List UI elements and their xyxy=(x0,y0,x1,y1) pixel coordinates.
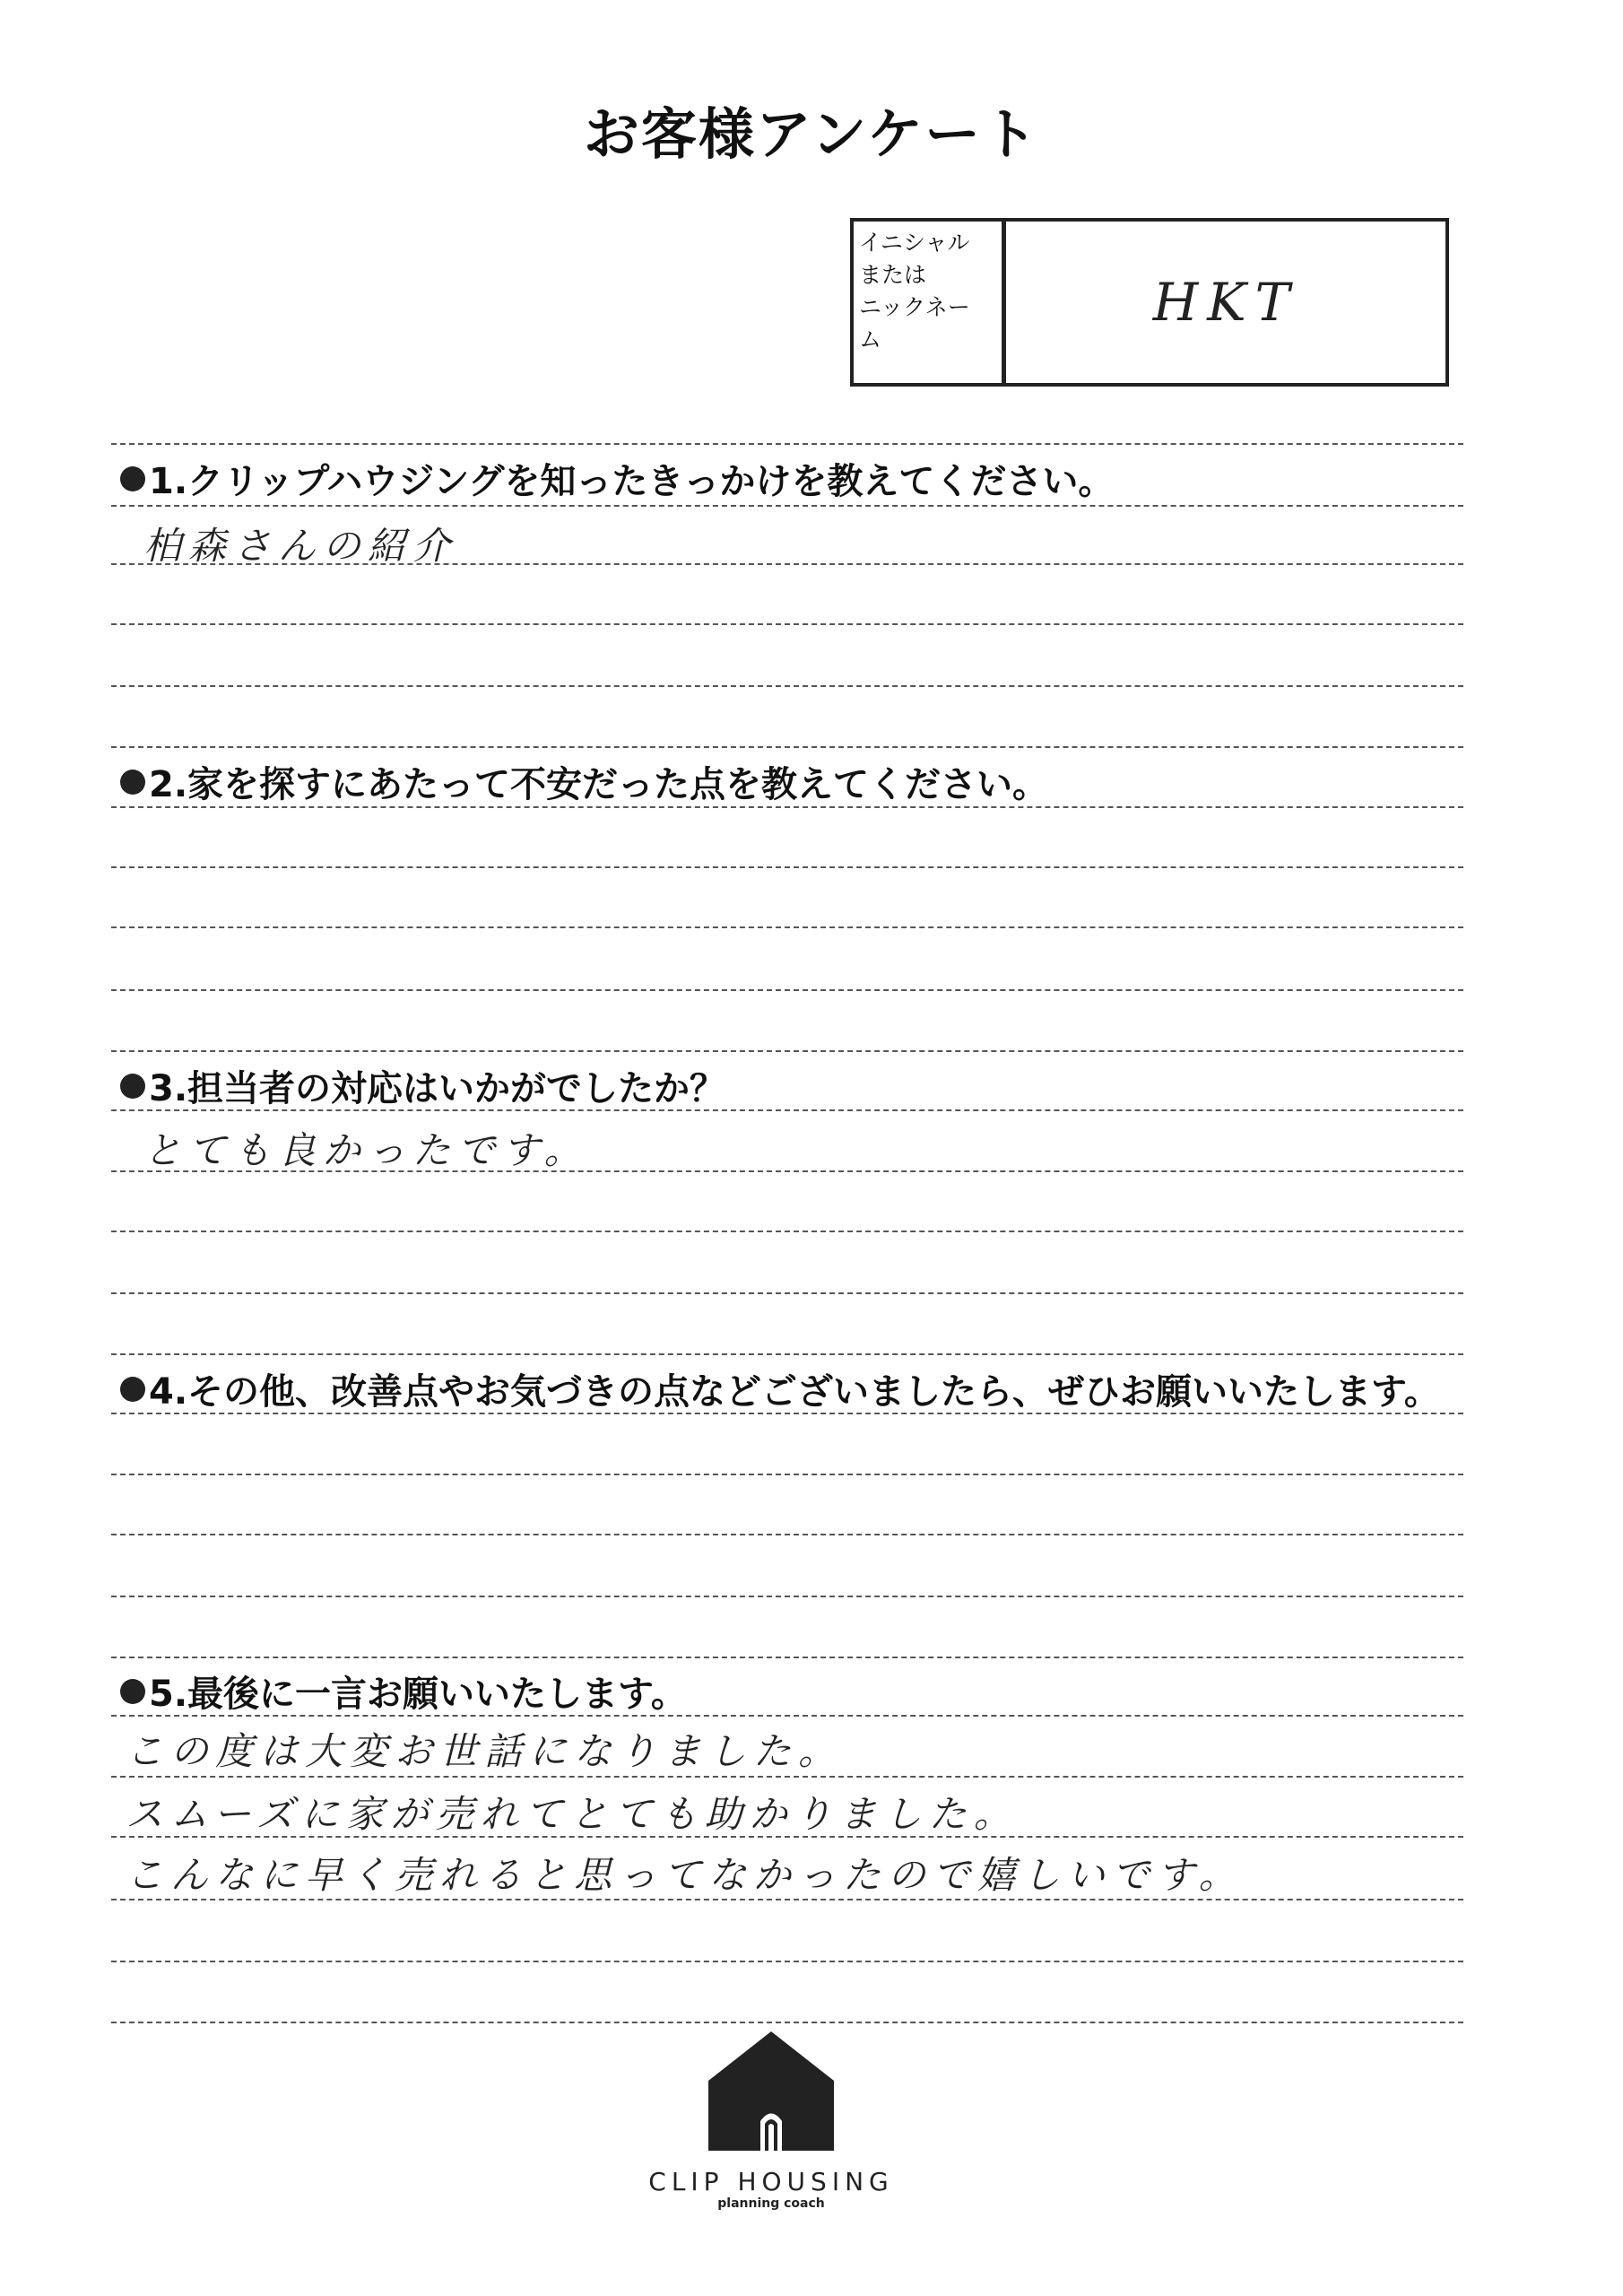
rule-line xyxy=(111,866,1463,868)
question-1 xyxy=(120,453,1114,504)
rule-line xyxy=(111,505,1463,507)
bullet-icon xyxy=(120,1074,145,1099)
answer-line: スムーズに家が売れてとても助かりました。 xyxy=(126,1792,1019,1836)
nickname-label-line: ニックネー xyxy=(859,294,970,320)
rule-line xyxy=(111,746,1463,748)
nickname-box xyxy=(850,218,1449,387)
rule-line xyxy=(111,1899,1463,1900)
bullet-icon xyxy=(120,1377,145,1402)
rule-line xyxy=(111,1474,1463,1475)
rule-line xyxy=(111,623,1463,625)
question-text: 2.家を探すにあたって不安だった点を教えてください。 xyxy=(149,764,1049,805)
question-text: 1.クリップハウジングを知ったきっかけを教えてください。 xyxy=(149,461,1115,502)
bullet-icon xyxy=(120,770,145,795)
answer-line: この度は大変お世話になりました。 xyxy=(126,1729,844,1773)
question-text: 4.その他、改善点やお気づきの点などございましたら、ぜひお願いいたします。 xyxy=(149,1371,1440,1413)
rule-line xyxy=(111,1657,1463,1658)
nickname-label-line: イニシャル xyxy=(859,230,970,256)
nickname-label-line: または xyxy=(859,262,927,288)
question-2 xyxy=(120,756,1048,807)
rule-line xyxy=(111,563,1463,565)
rule-line xyxy=(111,1413,1463,1414)
house-icon xyxy=(704,2027,838,2152)
question-3 xyxy=(120,1060,725,1111)
nickname-label-line: ム xyxy=(859,326,882,352)
survey-title: お客様アンケート xyxy=(583,101,1040,167)
answer-line: とても良かったです。 xyxy=(143,1128,589,1172)
rule-line xyxy=(111,1715,1463,1717)
rule-line xyxy=(111,443,1463,445)
answer-line: 柏森さんの紹介 xyxy=(143,524,458,568)
clip-housing-logo xyxy=(628,2027,915,2211)
question-text: 3.担当者の対応はいかがでしたか？ xyxy=(149,1068,726,1109)
rule-line xyxy=(111,1231,1463,1232)
rule-line xyxy=(111,1534,1463,1535)
rule-line xyxy=(111,2022,1463,2023)
question-4 xyxy=(120,1363,1440,1414)
nickname-value: HKT xyxy=(1152,272,1299,333)
rule-line xyxy=(111,1961,1463,1962)
rule-line xyxy=(111,926,1463,928)
rule-line xyxy=(111,1292,1463,1294)
rule-line xyxy=(111,1776,1463,1778)
rule-line xyxy=(111,1353,1463,1355)
rule-line xyxy=(111,1596,1463,1597)
rule-line xyxy=(111,685,1463,687)
rule-line xyxy=(111,1050,1463,1052)
nickname-label xyxy=(854,222,1006,383)
question-5 xyxy=(120,1665,687,1717)
logo-name: CLIP HOUSING xyxy=(648,2167,894,2196)
question-text: 5.最後に一言お願いいたします。 xyxy=(149,1674,687,1715)
rule-line xyxy=(111,1836,1463,1838)
rule-line xyxy=(111,1170,1463,1172)
rule-line xyxy=(111,806,1463,808)
bullet-icon xyxy=(120,466,145,491)
answer-line: こんなに早く売れると思ってなかったので嬉しいです。 xyxy=(126,1853,1244,1897)
bullet-icon xyxy=(120,1679,145,1704)
rule-line xyxy=(111,1109,1463,1111)
logo-subtitle: planning coach xyxy=(717,2196,825,2211)
rule-line xyxy=(111,989,1463,991)
